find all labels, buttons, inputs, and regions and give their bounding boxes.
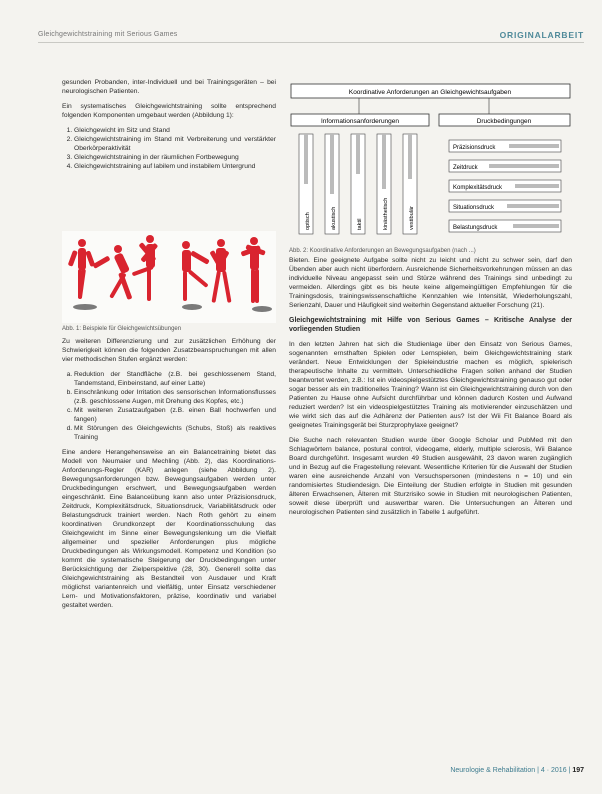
journal-name: Neurologie & Rehabilitation — [450, 767, 536, 774]
pressure-header: Druckbedingungen — [476, 118, 532, 125]
left-column-top — [62, 78, 276, 177]
diagram-svg — [289, 82, 572, 244]
person-silhouette-icon — [68, 239, 96, 299]
paragraph-model: Eine andere Herangehensweise an ein Balancetraining bietet das Modell von Neumaier und Mechling (Abb. 2), das Koordinations-Anforderungs-Regler (KAR) anlegen (siehe Abbildung 2). Bewegungsanforderungen bzw. Bewegungsaufgaben werden unter Druckbedingungen erschwert, und Bewegungsaufgaben werden eingeschränkt. Eine Balanceübung kann also unter Präzisionsdruck, Zeitdruck, Komplexitätsdruck, Situationsdruck, Variabilitätsdruck oder Belastungsdruck trainiert werden. Nach Roth gehört zu einem koordinativen Grundkonzept der Koordinationsschulung das Gleichgewicht im Sinne einer Bewegungslenkung um die Vielfalt allgemeiner und spezieller Anforderungen plus mögliche Druckbedingungen als Wirkungsmodell. Kompetenz und Kondition (so kommt die systematische Steigerung der Druckbedingungen unter Berücksichtigung der Zielperspektive (28, 30). Generell sollte das Gleichgewichtstraining als Bestandteil von Ausdauer und Kraft möglichst variantenreich und vielfältig, unter Einsatz verschiedener Lern- und Motivationsfaktoren, präzise, koordinativ und variabel gestaltet werden. — [62, 449, 276, 609]
list-item: 2. Gleichgewichtstraining im Stand mit Verbreiterung und verstärkter Oberkörperaktivität — [74, 135, 276, 153]
pressure-label: Situationsdruck — [453, 205, 495, 211]
info-label: vestibulär — [409, 206, 415, 230]
balance-board-icon — [73, 304, 272, 312]
info-bar — [351, 134, 365, 234]
issue-number: 4 · 2016 — [540, 767, 567, 774]
pressure-label: Präzisionsdruck — [453, 145, 496, 151]
exercise-figure-svg — [62, 231, 276, 323]
page-footer: Neurologie & Rehabilitation | 4 · 2016 | 197 — [450, 767, 584, 774]
info-label: akustisch — [331, 206, 337, 230]
pressure-label: Zeitdruck — [453, 165, 478, 171]
figure-2-diagram — [289, 82, 572, 244]
pressure-label: Komplexitätsdruck — [453, 185, 503, 191]
figure-2-caption: Abb. 2: Koordinative Anforderungen an Bewegungsaufgaben (nach ...) — [289, 248, 476, 254]
info-label: optisch — [305, 212, 311, 230]
list-item: 1. Gleichgewicht im Sitz und Stand — [74, 126, 276, 135]
paragraph-literature-search: Die Suche nach relevanten Studien wurde über Google Scholar und PubMed mit den Schlagwörtern balance, postural control, videogame, elderly, multiple sclerosis, Wii Balance Board durchgeführt. Insgesamt wurden 49 Studien ausgewählt, 23 davon waren zugänglich und in Bezug auf die Fragestellung relevant. Wesentliche Kriterien für die Auswahl der Studien waren eine ausreichende Anzahl von Versuchspersonen (mindestens n = 10) und ein randomisiertes Studiendesign. Die Einteilung der Studien erfolgte in Studien mit gesunden älteren Erwachsenen, Älteren mit Sturzrisiko sowie in Studien mit neurologischen Patienten, soweit diese überprüft und auswertbar waren. Die Untersuchungen an Älteren und neurologischen Patienten sind zusätzlich in Tabelle 1 aufgeführt. — [289, 437, 572, 516]
page-header — [0, 0, 602, 44]
list-item: 3. Gleichgewichtstraining in der räumlichen Fortbewegung — [74, 153, 276, 162]
person-silhouette-icon — [241, 237, 266, 303]
info-bar — [377, 134, 391, 234]
info-header: Informationsanforderungen — [320, 118, 400, 125]
info-bar — [325, 134, 339, 234]
info-bar — [299, 134, 313, 234]
person-silhouette-icon — [209, 239, 231, 303]
section-label: ORIGINALARBEIT — [499, 30, 584, 40]
paragraph-training-dose: Bieten. Eine geeignete Aufgabe sollte nicht zu leicht und nicht zu schwer sein, darf den Übenden aber auch nicht überfordern. Ausreichende Sicherheitsvorkehrungen müssen an das individuelle Niveau angepasst sein und Stürze während des Trainings sind unbedingt zu vermeiden. Allerdings gibt es bis heute keine allgemeingültigen Empfehlungen für die Trainingsdosis, trainingswissenschaftliche Kennzahlen wie Intensität, Wiederholungszahl, Serienzahl, Dauer und Häufigkeit sind weiterhin Gegenstand aktueller Forschung (21). — [289, 257, 572, 309]
list-item: b. Einschränkung oder Irritation des sensorischen Informationsflusses (z.B. geschlossene Augen, mit Drehung des Kopfes, etc.) — [74, 388, 276, 406]
left-column-bottom — [62, 337, 276, 616]
list-item: 4. Gleichgewichtstraining auf labilem und instabilem Untergrund — [74, 162, 276, 171]
paragraph-additional: Zu weiteren Differenzierung und zur zusätzlichen Erhöhung der Schwierigkeit können die folgenden Zusatzbeanspruchungen mit allen vier methodischen Stufen ergänzt werden: — [62, 338, 276, 363]
info-bar — [403, 134, 417, 234]
pressure-bar — [449, 160, 561, 172]
list-item: a. Reduktion der Standfläche (z.B. bei geschlossenem Stand, Tandemstand, Einbeinstand, auf einer Latte) — [74, 370, 276, 388]
info-label: kinästhetisch — [383, 197, 389, 230]
paragraph-components: Ein systematisches Gleichgewichtstraining sollte entsprechend folgenden Komponenten umgebaut werden (Abbildung 1): — [62, 103, 276, 119]
list-item: d. Mit Störungen des Gleichgewichts (Schubs, Stoß) als reaktives Training — [74, 424, 276, 442]
figure-1-caption: Abb. 1: Beispiele für Gleichgewichtsübungen — [62, 326, 182, 332]
person-silhouette-icon — [132, 235, 159, 301]
page-number: 197 — [572, 767, 584, 774]
right-column — [289, 256, 572, 523]
pressure-bar — [449, 200, 561, 212]
paragraph-serious-games: In den letzten Jahren hat sich die Studienlage über den Einsatz von Serious Games, sogenannten ernsthaften Spielen oder Lernspielen, beim Gleichgewichtstraining stark verändert. Neue Entwicklungen der Spieleindustrie machen es möglich, spielerisch therapeutische Inhalte zu vermitteln. Unterschiedliche Fragen sollen anhand der Studien beantwortet werden, z.B.: Ist ein videospielgestütztes Gleichgewichtstraining genauso gut oder sogar besser als ein traditionelles Training? Wann ist ein Gleichgewichtstraining durch von den Patienten zu Hause ohne Aufsicht durchführbar und können dadurch Kosten und Aufwand reduziert werden? Ist ein videospielgestütztes Training als motivierender einzuschätzen und wie wirkt sich das auf die Adhärenz der Patienten aus? Ist der Wii Fit Balance Board als geeignetes Trainingsgerät bei Sturzprophylaxe geeignet? — [289, 341, 572, 429]
person-silhouette-icon — [182, 241, 210, 301]
diagram-title: Koordinative Anforderungen an Gleichgewichtsaufgaben — [348, 89, 512, 96]
header-divider — [38, 42, 584, 43]
difficulty-list — [62, 370, 276, 442]
section-heading: Gleichgewichtstraining mit Hilfe von Serious Games – Kritische Analyse der vorliegenden Studien — [289, 317, 572, 333]
pressure-bar — [449, 180, 561, 192]
figure-1-exercises — [62, 231, 276, 323]
pressure-label: Belastungsdruck — [453, 225, 498, 231]
running-title: Gleichgewichtstraining mit Serious Games — [38, 31, 178, 38]
pressure-bar — [449, 220, 561, 232]
pressure-bar — [449, 140, 561, 152]
component-list — [62, 126, 276, 171]
person-silhouette-icon — [92, 245, 132, 300]
info-label: taktil — [357, 218, 363, 230]
intro-paragraph: gesunden Probanden, inter-Individuell und bei Trainingsgeräten – bei neurologischen Patienten. — [62, 79, 276, 95]
list-item: c. Mit weiteren Zusatzaufgaben (z.B. einen Ball hochwerfen und fangen) — [74, 406, 276, 424]
